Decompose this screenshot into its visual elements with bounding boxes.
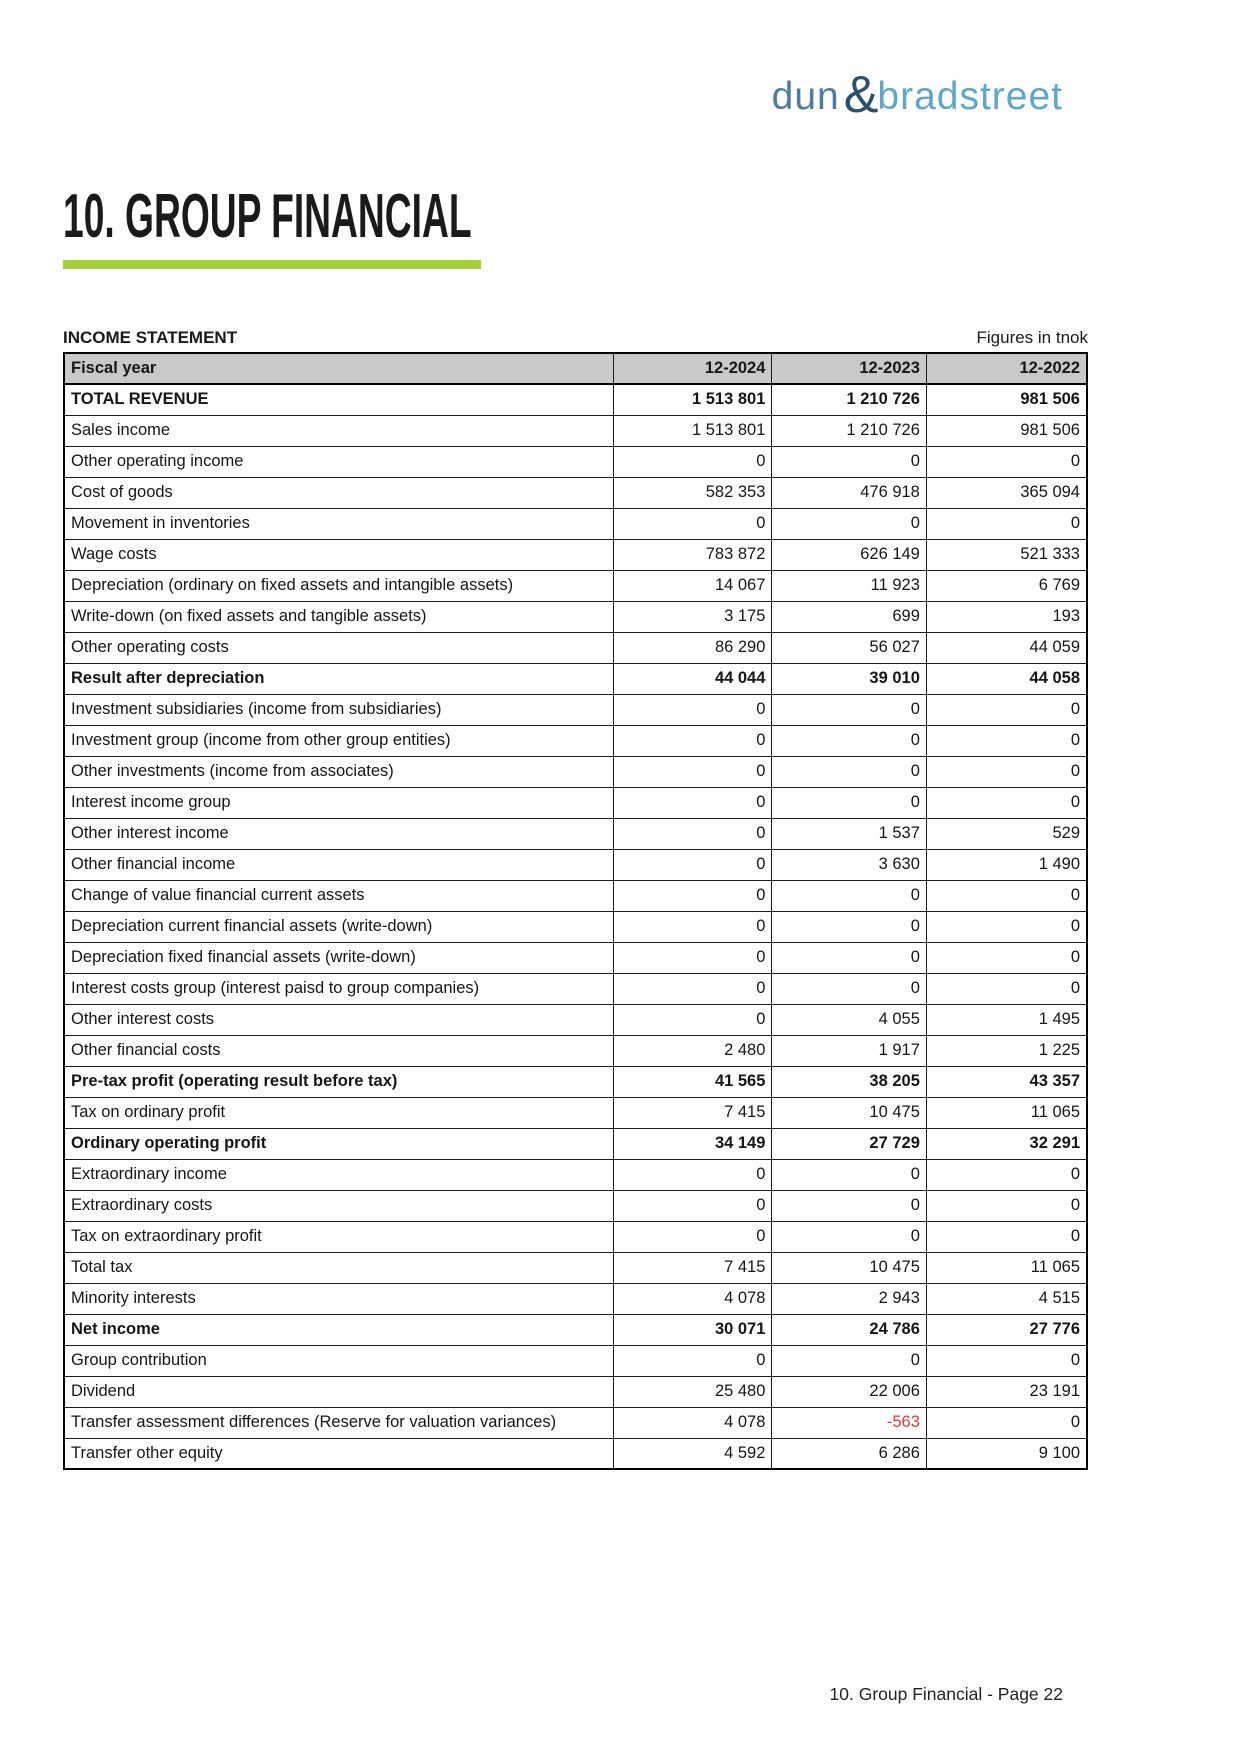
value-cell: 0 <box>613 508 772 539</box>
value-cell: 0 <box>772 1190 926 1221</box>
value-cell: 6 769 <box>926 570 1087 601</box>
table-row <box>64 1438 1087 1469</box>
value-cell: 0 <box>772 725 926 756</box>
dnb-logo <box>771 66 1063 124</box>
value-cell: 0 <box>613 756 772 787</box>
table-row <box>64 911 1087 942</box>
value-cell: 4 078 <box>613 1407 772 1438</box>
value-cell: 0 <box>926 725 1087 756</box>
value-cell: 11 923 <box>772 570 926 601</box>
table-row <box>64 508 1087 539</box>
row-label: Investment group (income from other group entities) <box>64 725 613 756</box>
value-cell: 34 149 <box>613 1128 772 1159</box>
value-cell: 39 010 <box>772 663 926 694</box>
row-label: Transfer other equity <box>64 1438 613 1469</box>
value-cell: 0 <box>613 725 772 756</box>
value-cell: 1 537 <box>772 818 926 849</box>
value-cell: 10 475 <box>772 1097 926 1128</box>
value-cell: 521 333 <box>926 539 1087 570</box>
row-label: Minority interests <box>64 1283 613 1314</box>
income-statement-table <box>63 352 1088 1470</box>
row-label: Result after depreciation <box>64 663 613 694</box>
value-cell: 6 286 <box>772 1438 926 1469</box>
table-header-row <box>64 353 1087 384</box>
row-label: Pre-tax profit (operating result before tax) <box>64 1066 613 1097</box>
value-cell: 4 515 <box>926 1283 1087 1314</box>
row-label: Depreciation (ordinary on fixed assets and intangible assets) <box>64 570 613 601</box>
value-cell: 0 <box>772 446 926 477</box>
value-cell: 981 506 <box>926 384 1087 415</box>
value-cell: 0 <box>613 911 772 942</box>
table-row <box>64 632 1087 663</box>
value-cell: 0 <box>772 973 926 1004</box>
value-cell: 1 495 <box>926 1004 1087 1035</box>
row-label: Change of value financial current assets <box>64 880 613 911</box>
value-cell: 365 094 <box>926 477 1087 508</box>
value-cell: 0 <box>772 1159 926 1190</box>
value-cell: 14 067 <box>613 570 772 601</box>
value-cell: 0 <box>613 1159 772 1190</box>
value-cell: 11 065 <box>926 1097 1087 1128</box>
logo-text-dun: dun <box>771 75 840 118</box>
row-label: Interest costs group (interest paisd to group companies) <box>64 973 613 1004</box>
value-cell: -563 <box>772 1407 926 1438</box>
value-cell: 23 191 <box>926 1376 1087 1407</box>
value-cell: 9 100 <box>926 1438 1087 1469</box>
table-row <box>64 973 1087 1004</box>
value-cell: 27 729 <box>772 1128 926 1159</box>
row-label: Ordinary operating profit <box>64 1128 613 1159</box>
value-cell: 0 <box>772 756 926 787</box>
table-row <box>64 942 1087 973</box>
value-cell: 0 <box>613 1190 772 1221</box>
value-cell: 0 <box>772 1221 926 1252</box>
row-label: Interest income group <box>64 787 613 818</box>
value-cell: 0 <box>926 1221 1087 1252</box>
year-column-header: 12-2022 <box>926 353 1087 384</box>
value-cell: 1 225 <box>926 1035 1087 1066</box>
table-row <box>64 1252 1087 1283</box>
table-row <box>64 849 1087 880</box>
section-heading: INCOME STATEMENT <box>63 328 238 347</box>
value-cell: 0 <box>772 508 926 539</box>
table-row <box>64 1190 1087 1221</box>
value-cell: 2 943 <box>772 1283 926 1314</box>
value-cell: 43 357 <box>926 1066 1087 1097</box>
value-cell: 0 <box>926 1159 1087 1190</box>
table-row <box>64 756 1087 787</box>
value-cell: 0 <box>772 911 926 942</box>
row-label: Extraordinary income <box>64 1159 613 1190</box>
value-cell: 0 <box>926 880 1087 911</box>
value-cell: 27 776 <box>926 1314 1087 1345</box>
table-row <box>64 694 1087 725</box>
row-label: Other operating income <box>64 446 613 477</box>
table-row <box>64 1376 1087 1407</box>
row-label: Tax on ordinary profit <box>64 1097 613 1128</box>
value-cell: 1 917 <box>772 1035 926 1066</box>
value-cell: 3 175 <box>613 601 772 632</box>
row-label: Wage costs <box>64 539 613 570</box>
value-cell: 0 <box>772 1345 926 1376</box>
logo-ampersand-icon: & <box>843 66 879 124</box>
row-label: Other operating costs <box>64 632 613 663</box>
row-label: Other interest income <box>64 818 613 849</box>
value-cell: 0 <box>613 818 772 849</box>
value-cell: 10 475 <box>772 1252 926 1283</box>
value-cell: 25 480 <box>613 1376 772 1407</box>
row-label: Group contribution <box>64 1345 613 1376</box>
value-cell: 699 <box>772 601 926 632</box>
value-cell: 41 565 <box>613 1066 772 1097</box>
value-cell: 0 <box>613 1004 772 1035</box>
value-cell: 0 <box>613 787 772 818</box>
value-cell: 0 <box>772 880 926 911</box>
value-cell: 1 490 <box>926 849 1087 880</box>
logo-text-bradstreet: bradstreet <box>877 75 1063 118</box>
value-cell: 22 006 <box>772 1376 926 1407</box>
value-cell: 0 <box>926 911 1087 942</box>
value-cell: 0 <box>926 694 1087 725</box>
table-row <box>64 477 1087 508</box>
row-label: Other investments (income from associates) <box>64 756 613 787</box>
value-cell: 0 <box>926 942 1087 973</box>
table-row <box>64 787 1087 818</box>
row-label: TOTAL REVENUE <box>64 384 613 415</box>
table-row <box>64 818 1087 849</box>
value-cell: 32 291 <box>926 1128 1087 1159</box>
table-row <box>64 570 1087 601</box>
row-label: Extraordinary costs <box>64 1190 613 1221</box>
table-row <box>64 1407 1087 1438</box>
table-row <box>64 601 1087 632</box>
value-cell: 0 <box>772 694 926 725</box>
row-label: Total tax <box>64 1252 613 1283</box>
row-label: Other financial costs <box>64 1035 613 1066</box>
value-cell: 1 210 726 <box>772 415 926 446</box>
value-cell: 1 210 726 <box>772 384 926 415</box>
row-label: Dividend <box>64 1376 613 1407</box>
table-row <box>64 1314 1087 1345</box>
value-cell: 582 353 <box>613 477 772 508</box>
value-cell: 7 415 <box>613 1097 772 1128</box>
table-row <box>64 1221 1087 1252</box>
value-cell: 24 786 <box>772 1314 926 1345</box>
value-cell: 44 044 <box>613 663 772 694</box>
value-cell: 0 <box>613 849 772 880</box>
value-cell: 0 <box>926 756 1087 787</box>
row-label: Sales income <box>64 415 613 446</box>
value-cell: 193 <box>926 601 1087 632</box>
table-row <box>64 1004 1087 1035</box>
row-label: Depreciation fixed financial assets (write-down) <box>64 942 613 973</box>
table-row <box>64 725 1087 756</box>
value-cell: 44 059 <box>926 632 1087 663</box>
value-cell: 0 <box>613 1221 772 1252</box>
value-cell: 0 <box>613 880 772 911</box>
value-cell: 0 <box>926 1407 1087 1438</box>
fiscal-year-header: Fiscal year <box>64 353 613 384</box>
table-meta-line <box>63 328 1088 348</box>
value-cell: 529 <box>926 818 1087 849</box>
row-label: Tax on extraordinary profit <box>64 1221 613 1252</box>
year-column-header: 12-2023 <box>772 353 926 384</box>
value-cell: 783 872 <box>613 539 772 570</box>
value-cell: 626 149 <box>772 539 926 570</box>
row-label: Transfer assessment differences (Reserve for valuation variances) <box>64 1407 613 1438</box>
year-column-header: 12-2024 <box>613 353 772 384</box>
table-row <box>64 1159 1087 1190</box>
value-cell: 0 <box>772 787 926 818</box>
row-label: Other financial income <box>64 849 613 880</box>
value-cell: 476 918 <box>772 477 926 508</box>
row-label: Other interest costs <box>64 1004 613 1035</box>
table-row <box>64 1097 1087 1128</box>
value-cell: 4 078 <box>613 1283 772 1314</box>
value-cell: 30 071 <box>613 1314 772 1345</box>
value-cell: 0 <box>926 508 1087 539</box>
value-cell: 981 506 <box>926 415 1087 446</box>
table-row <box>64 1283 1087 1314</box>
page-footer: 10. Group Financial - Page 22 <box>829 1684 1063 1704</box>
table-row <box>64 663 1087 694</box>
value-cell: 0 <box>926 1345 1087 1376</box>
row-label: Depreciation current financial assets (write-down) <box>64 911 613 942</box>
value-cell: 4 055 <box>772 1004 926 1035</box>
table-row <box>64 1128 1087 1159</box>
value-cell: 38 205 <box>772 1066 926 1097</box>
value-cell: 44 058 <box>926 663 1087 694</box>
table-row <box>64 880 1087 911</box>
value-cell: 86 290 <box>613 632 772 663</box>
title-underline-bar <box>63 260 481 269</box>
table-row <box>64 539 1087 570</box>
value-cell: 3 630 <box>772 849 926 880</box>
units-note: Figures in tnok <box>976 328 1088 347</box>
table-row <box>64 446 1087 477</box>
table-row <box>64 1345 1087 1376</box>
value-cell: 0 <box>613 694 772 725</box>
row-label: Investment subsidiaries (income from subsidiaries) <box>64 694 613 725</box>
value-cell: 7 415 <box>613 1252 772 1283</box>
value-cell: 2 480 <box>613 1035 772 1066</box>
row-label: Write-down (on fixed assets and tangible assets) <box>64 601 613 632</box>
value-cell: 0 <box>613 1345 772 1376</box>
value-cell: 4 592 <box>613 1438 772 1469</box>
value-cell: 0 <box>613 942 772 973</box>
table-row <box>64 415 1087 446</box>
value-cell: 0 <box>613 973 772 1004</box>
value-cell: 0 <box>926 446 1087 477</box>
value-cell: 56 027 <box>772 632 926 663</box>
page-title: 10. GROUP FINANCIAL <box>63 182 472 251</box>
row-label: Cost of goods <box>64 477 613 508</box>
table-row <box>64 1035 1087 1066</box>
value-cell: 0 <box>772 942 926 973</box>
value-cell: 1 513 801 <box>613 384 772 415</box>
value-cell: 0 <box>926 1190 1087 1221</box>
value-cell: 11 065 <box>926 1252 1087 1283</box>
row-label: Net income <box>64 1314 613 1345</box>
value-cell: 0 <box>926 973 1087 1004</box>
value-cell: 1 513 801 <box>613 415 772 446</box>
value-cell: 0 <box>926 787 1087 818</box>
table-row <box>64 1066 1087 1097</box>
row-label: Movement in inventories <box>64 508 613 539</box>
value-cell: 0 <box>613 446 772 477</box>
table-row <box>64 384 1087 415</box>
